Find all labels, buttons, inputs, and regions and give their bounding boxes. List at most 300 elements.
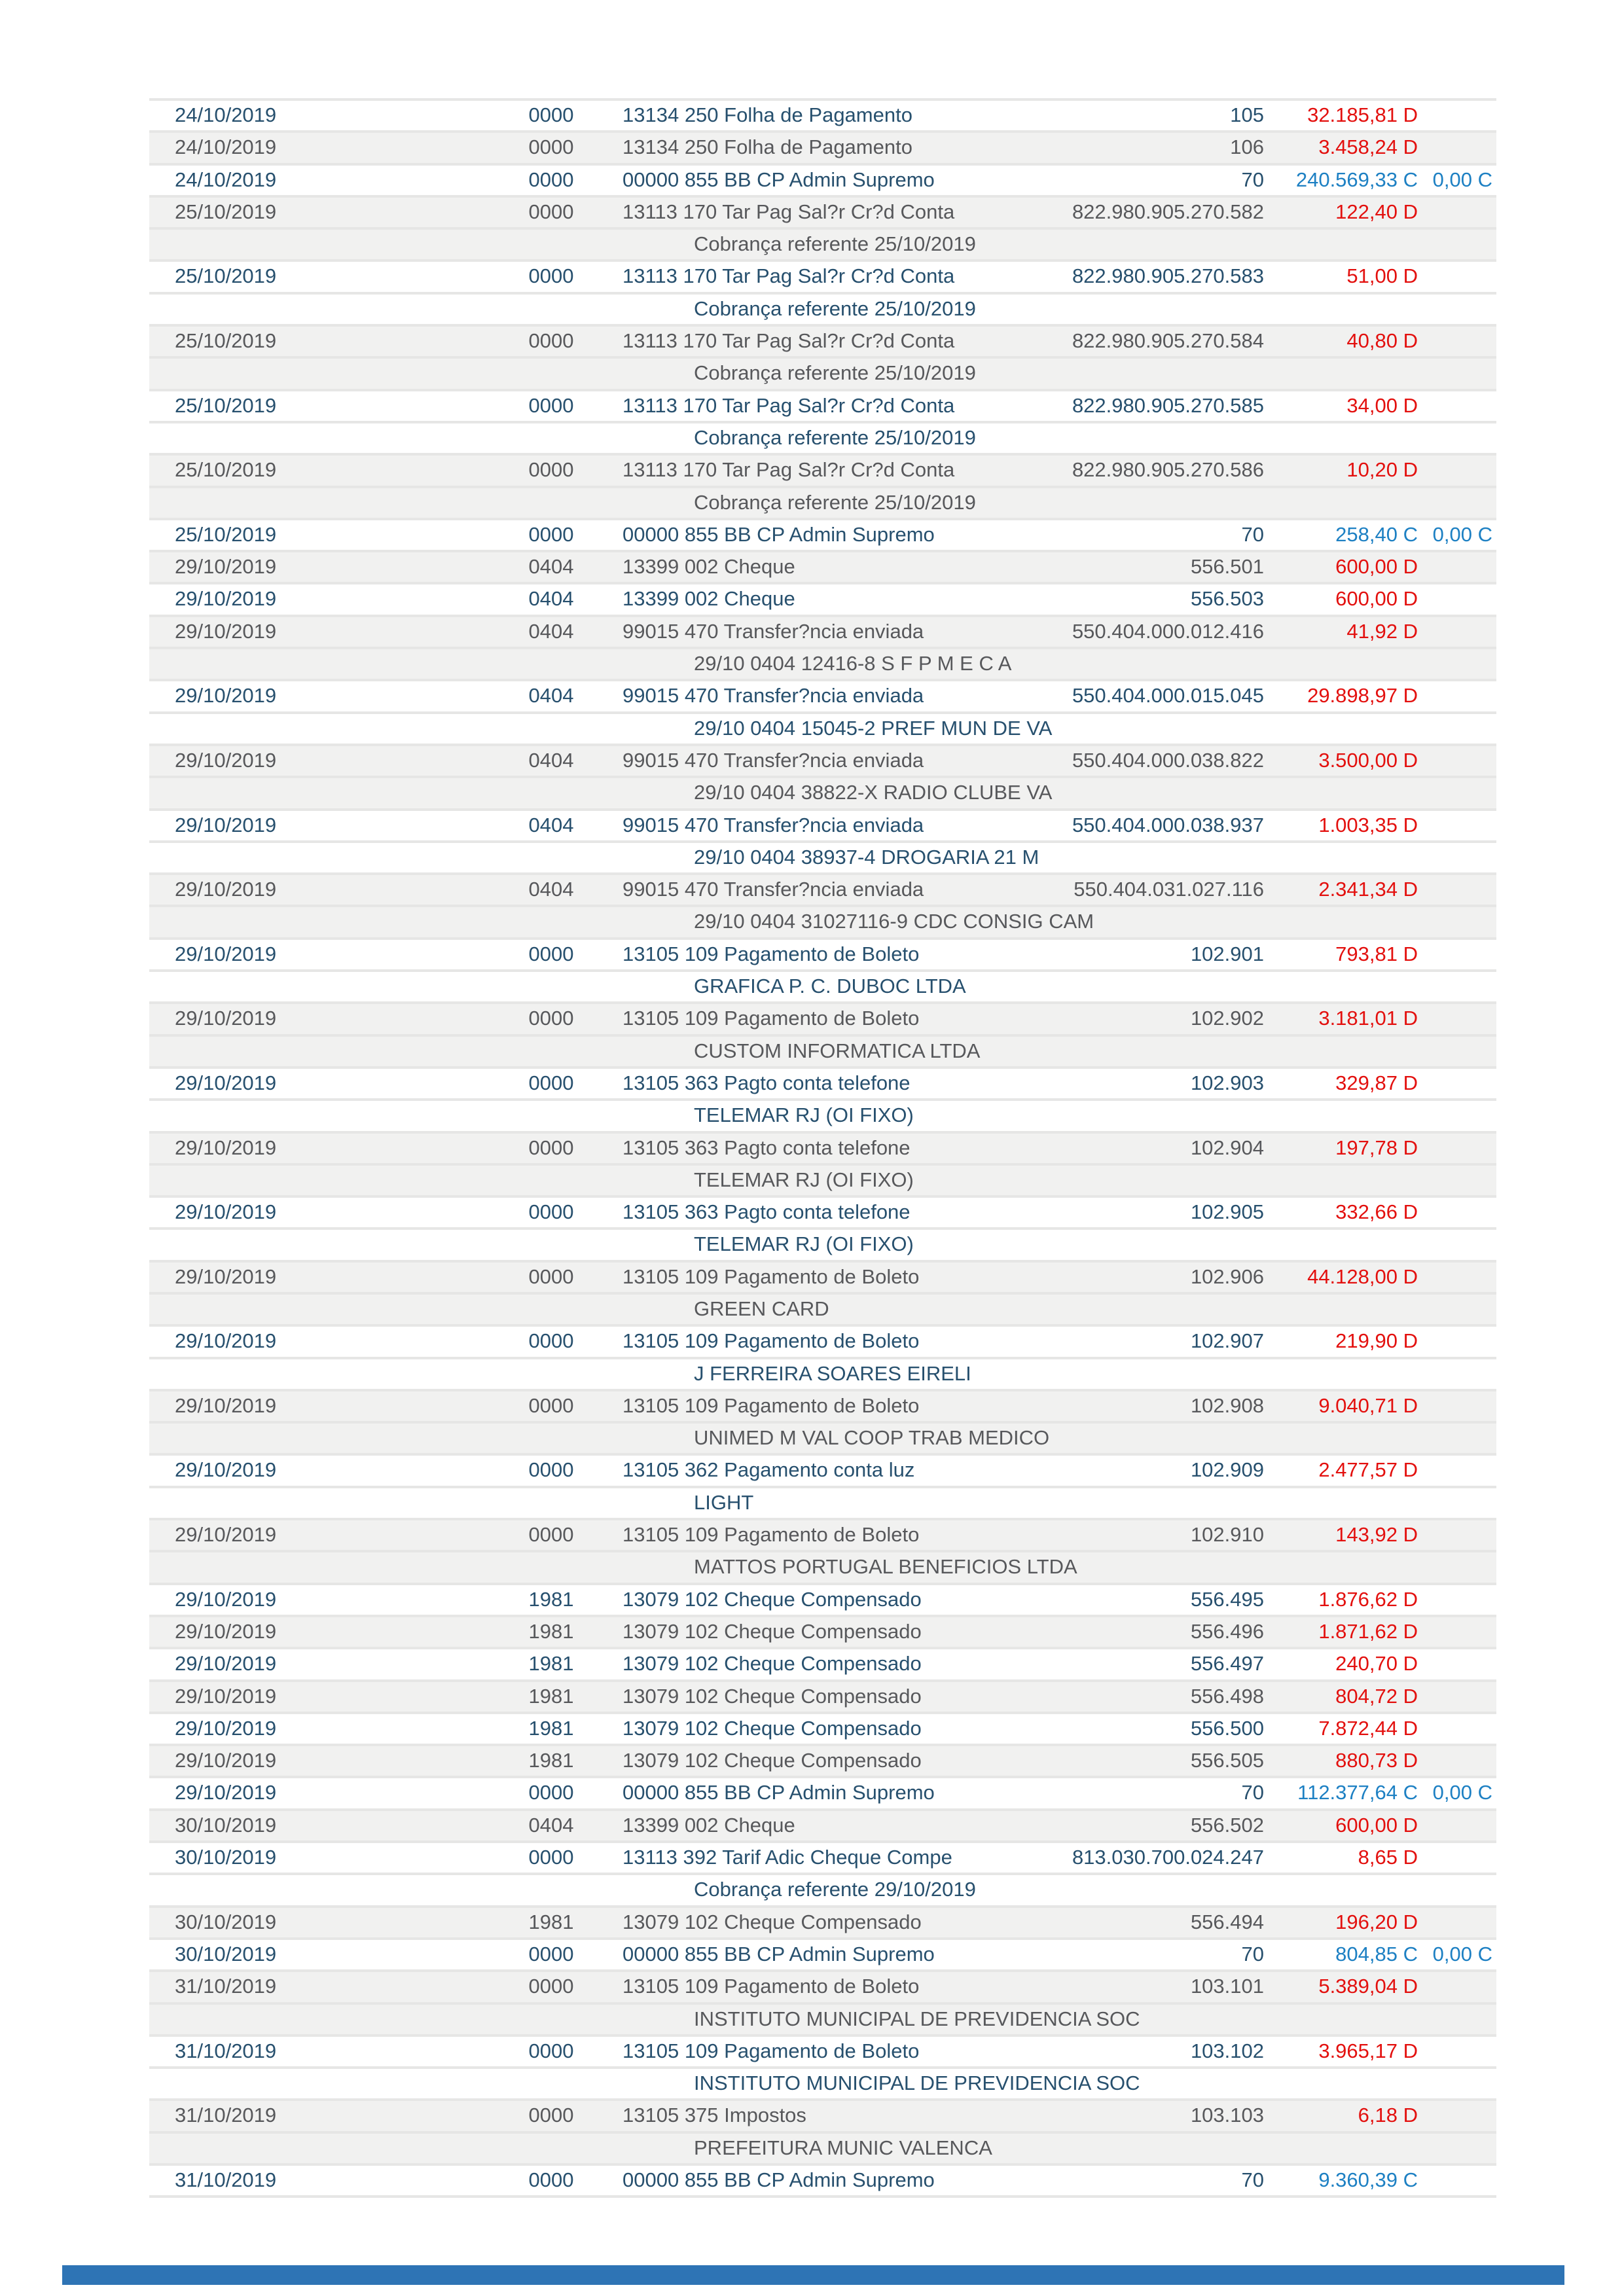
document-number-cell: 70 [1241, 1942, 1264, 1965]
agency-code-cell: 0000 [528, 2039, 574, 2062]
table-row [149, 2163, 1496, 2195]
table-row [149, 1389, 1496, 1421]
date-cell: 29/10/2019 [175, 942, 277, 965]
table-row [149, 808, 1496, 840]
document-number-cell: 106 [1230, 135, 1264, 159]
agency-code-cell: 0000 [528, 458, 574, 482]
detail-cell: 29/10 0404 38937-4 DROGARIA 21 M [694, 845, 1039, 869]
document-number-cell: 550.404.000.038.822 [1072, 748, 1264, 772]
table-row [149, 453, 1496, 485]
value-cell: 32.185,81 D [1307, 103, 1418, 126]
date-cell: 29/10/2019 [175, 1587, 277, 1611]
value-cell: 122,40 D [1335, 200, 1418, 223]
continuation-row [149, 2131, 1496, 2163]
document-number-cell: 102.909 [1190, 1458, 1264, 1482]
table-row [149, 1066, 1496, 1098]
continuation-row [149, 840, 1496, 872]
description-cell: 13105 109 Pagamento de Boleto [623, 1523, 920, 1547]
agency-code-cell: 0404 [528, 1813, 574, 1837]
table-row [149, 1744, 1496, 1776]
description-cell: 00000 855 BB CP Admin Supremo [623, 522, 935, 546]
detail-cell: Cobrança referente 25/10/2019 [694, 296, 976, 320]
agency-code-cell: 0000 [528, 2168, 574, 2191]
table-row [149, 2098, 1496, 2130]
value-cell: 41,92 D [1346, 619, 1418, 643]
agency-code-cell: 0000 [528, 1975, 574, 1998]
continuation-row [149, 969, 1496, 1001]
date-cell: 29/10/2019 [175, 1781, 277, 1804]
table-row [149, 679, 1496, 711]
continuation-row [149, 486, 1496, 518]
agency-code-cell: 0000 [528, 1393, 574, 1417]
detail-cell: LIGHT [694, 1490, 754, 1514]
value-cell: 2.341,34 D [1318, 878, 1418, 901]
date-cell: 24/10/2019 [175, 135, 277, 159]
agency-code-cell: 0000 [528, 1942, 574, 1965]
description-cell: 13079 102 Cheque Compensado [623, 1652, 922, 1676]
detail-cell: 29/10 0404 31027116-9 CDC CONSIG CAM [694, 910, 1094, 933]
document-number-cell: 102.910 [1190, 1523, 1264, 1547]
table-row [149, 518, 1496, 550]
continuation-row [149, 2066, 1496, 2098]
table-row [149, 1808, 1496, 1840]
document-number-cell: 822.980.905.270.585 [1072, 393, 1264, 417]
table-row [149, 130, 1496, 162]
table-row [149, 1647, 1496, 1679]
value-cell: 240,70 D [1335, 1652, 1418, 1676]
document-number-cell: 813.030.700.024.247 [1072, 1846, 1264, 1869]
table-row [149, 872, 1496, 905]
value-cell: 804,85 C [1335, 1942, 1418, 1965]
description-cell: 00000 855 BB CP Admin Supremo [623, 1781, 935, 1804]
date-cell: 29/10/2019 [175, 1136, 277, 1159]
date-cell: 31/10/2019 [175, 2039, 277, 2062]
date-cell: 29/10/2019 [175, 1200, 277, 1224]
value-cell: 29.898,97 D [1307, 684, 1418, 708]
date-cell: 30/10/2019 [175, 1942, 277, 1965]
description-cell: 00000 855 BB CP Admin Supremo [623, 2168, 935, 2191]
description-cell: 99015 470 Transfer?ncia enviada [623, 619, 924, 643]
document-number-cell: 102.901 [1190, 942, 1264, 965]
date-cell: 29/10/2019 [175, 1652, 277, 1676]
table-row [149, 1840, 1496, 1873]
description-cell: 13105 109 Pagamento de Boleto [623, 1393, 920, 1417]
description-cell: 13105 363 Pagto conta telefone [623, 1071, 911, 1094]
date-cell: 29/10/2019 [175, 1265, 277, 1288]
agency-code-cell: 1981 [528, 1652, 574, 1676]
balance-cell: 0,00 C [1432, 522, 1492, 546]
agency-code-cell: 0000 [528, 264, 574, 288]
table-row [149, 259, 1496, 291]
document-number-cell: 103.101 [1190, 1975, 1264, 1998]
description-cell: 13105 362 Pagamento conta luz [623, 1458, 915, 1482]
table-row [149, 615, 1496, 647]
table-row [149, 1131, 1496, 1163]
description-cell: 00000 855 BB CP Admin Supremo [623, 1942, 935, 1965]
table-row [149, 163, 1496, 195]
description-cell: 13113 170 Tar Pag Sal?r Cr?d Conta [623, 458, 955, 482]
detail-cell: TELEMAR RJ (OI FIXO) [694, 1168, 914, 1191]
description-cell: 13105 109 Pagamento de Boleto [623, 1265, 920, 1288]
date-cell: 24/10/2019 [175, 168, 277, 191]
agency-code-cell: 0404 [528, 684, 574, 708]
date-cell: 29/10/2019 [175, 1749, 277, 1772]
agency-code-cell: 0404 [528, 555, 574, 579]
value-cell: 112.377,64 C [1297, 1781, 1418, 1804]
continuation-row [149, 1550, 1496, 1582]
detail-cell: GREEN CARD [694, 1297, 829, 1320]
detail-cell: INSTITUTO MUNICIPAL DE PREVIDENCIA SOC [694, 2007, 1140, 2030]
value-cell: 9.360,39 C [1318, 2168, 1418, 2191]
balance-cell: 0,00 C [1432, 1781, 1492, 1804]
document-number-cell: 550.404.000.012.416 [1072, 619, 1264, 643]
value-cell: 804,72 D [1335, 1684, 1418, 1708]
value-cell: 3.965,17 D [1318, 2039, 1418, 2062]
continuation-row [149, 2002, 1496, 2034]
description-cell: 13113 392 Tarif Adic Cheque Compe [623, 1846, 952, 1869]
document-number-cell: 550.404.000.015.045 [1072, 684, 1264, 708]
date-cell: 25/10/2019 [175, 329, 277, 353]
agency-code-cell: 0404 [528, 619, 574, 643]
table-row [149, 1615, 1496, 1647]
agency-code-cell: 0404 [528, 878, 574, 901]
detail-cell: MATTOS PORTUGAL BENEFICIOS LTDA [694, 1555, 1077, 1579]
table-row [149, 550, 1496, 582]
date-cell: 29/10/2019 [175, 878, 277, 901]
detail-cell: 29/10 0404 38822-X RADIO CLUBE VA [694, 781, 1053, 804]
continuation-row [149, 1034, 1496, 1066]
value-cell: 5.389,04 D [1318, 1975, 1418, 1998]
description-cell: 13079 102 Cheque Compensado [623, 1619, 922, 1643]
date-cell: 31/10/2019 [175, 2168, 277, 2191]
document-number-cell: 822.980.905.270.582 [1072, 200, 1264, 223]
date-cell: 30/10/2019 [175, 1813, 277, 1837]
continuation-row [149, 421, 1496, 453]
balance-cell: 0,00 C [1432, 168, 1492, 191]
description-cell: 13113 170 Tar Pag Sal?r Cr?d Conta [623, 329, 955, 353]
document-number-cell: 70 [1241, 522, 1264, 546]
table-row [149, 1905, 1496, 1937]
value-cell: 3.181,01 D [1318, 1007, 1418, 1030]
date-cell: 29/10/2019 [175, 1393, 277, 1417]
description-cell: 99015 470 Transfer?ncia enviada [623, 748, 924, 772]
value-cell: 9.040,71 D [1318, 1393, 1418, 1417]
value-cell: 880,73 D [1335, 1749, 1418, 1772]
document-number-cell: 70 [1241, 2168, 1264, 2191]
document-number-cell: 556.497 [1190, 1652, 1264, 1676]
description-cell: 99015 470 Transfer?ncia enviada [623, 878, 924, 901]
continuation-row [149, 1292, 1496, 1324]
date-cell: 29/10/2019 [175, 1458, 277, 1482]
agency-code-cell: 0000 [528, 1846, 574, 1869]
agency-code-cell: 0000 [528, 2104, 574, 2127]
detail-cell: 29/10 0404 12416-8 S F P M E C A [694, 652, 1012, 675]
description-cell: 13105 375 Impostos [623, 2104, 806, 2127]
table-row [149, 1679, 1496, 1712]
detail-cell: Cobrança referente 25/10/2019 [694, 425, 976, 449]
description-cell: 13079 102 Cheque Compensado [623, 1684, 922, 1708]
agency-code-cell: 0404 [528, 748, 574, 772]
agency-code-cell: 0000 [528, 522, 574, 546]
document-number-cell: 556.500 [1190, 1716, 1264, 1740]
description-cell: 13105 109 Pagamento de Boleto [623, 1007, 920, 1030]
detail-cell: TELEMAR RJ (OI FIXO) [694, 1103, 914, 1127]
agency-code-cell: 0404 [528, 587, 574, 611]
agency-code-cell: 0000 [528, 200, 574, 223]
value-cell: 40,80 D [1346, 329, 1418, 353]
value-cell: 1.003,35 D [1318, 813, 1418, 836]
agency-code-cell: 1981 [528, 1619, 574, 1643]
agency-code-cell: 0000 [528, 1265, 574, 1288]
continuation-row [149, 905, 1496, 937]
value-cell: 8,65 D [1358, 1846, 1418, 1869]
document-number-cell: 103.102 [1190, 2039, 1264, 2062]
document-number-cell: 102.906 [1190, 1265, 1264, 1288]
continuation-row [149, 1098, 1496, 1130]
table-row [149, 389, 1496, 421]
document-number-cell: 102.903 [1190, 1071, 1264, 1094]
continuation-row [149, 1227, 1496, 1259]
agency-code-cell: 0000 [528, 103, 574, 126]
table-row [149, 1712, 1496, 1744]
table-row [149, 1583, 1496, 1615]
value-cell: 329,87 D [1335, 1071, 1418, 1094]
description-cell: 99015 470 Transfer?ncia enviada [623, 813, 924, 836]
document-number-cell: 556.503 [1190, 587, 1264, 611]
date-cell: 25/10/2019 [175, 458, 277, 482]
description-cell: 13134 250 Folha de Pagamento [623, 135, 912, 159]
description-cell: 13079 102 Cheque Compensado [623, 1716, 922, 1740]
document-number-cell: 556.501 [1190, 555, 1264, 579]
agency-code-cell: 0000 [528, 135, 574, 159]
date-cell: 29/10/2019 [175, 619, 277, 643]
description-cell: 13113 170 Tar Pag Sal?r Cr?d Conta [623, 200, 955, 223]
document-number-cell: 822.980.905.270.586 [1072, 458, 1264, 482]
agency-code-cell: 0000 [528, 1781, 574, 1804]
date-cell: 29/10/2019 [175, 813, 277, 836]
agency-code-cell: 0000 [528, 1523, 574, 1547]
agency-code-cell: 1981 [528, 1749, 574, 1772]
footer-bar [62, 2265, 1564, 2285]
description-cell: 13399 002 Cheque [623, 587, 795, 611]
document-number-cell: 70 [1241, 1781, 1264, 1804]
value-cell: 196,20 D [1335, 1910, 1418, 1933]
agency-code-cell: 0000 [528, 1136, 574, 1159]
agency-code-cell: 1981 [528, 1910, 574, 1933]
table-row [149, 324, 1496, 356]
value-cell: 332,66 D [1335, 1200, 1418, 1224]
document-number-cell: 556.498 [1190, 1684, 1264, 1708]
document-number-cell: 70 [1241, 168, 1264, 191]
value-cell: 240.569,33 C [1295, 168, 1418, 191]
description-cell: 13113 170 Tar Pag Sal?r Cr?d Conta [623, 393, 955, 417]
description-cell: 13105 109 Pagamento de Boleto [623, 942, 920, 965]
detail-cell: Cobrança referente 25/10/2019 [694, 361, 976, 385]
balance-cell: 0,00 C [1432, 1942, 1492, 1965]
date-cell: 29/10/2019 [175, 1684, 277, 1708]
document-number-cell: 103.103 [1190, 2104, 1264, 2127]
table-row [149, 98, 1496, 130]
detail-cell: PREFEITURA MUNIC VALENCA [694, 2136, 992, 2159]
continuation-row [149, 1163, 1496, 1195]
document-number-cell: 550.404.000.038.937 [1072, 813, 1264, 836]
agency-code-cell: 0000 [528, 1458, 574, 1482]
table-row [149, 1324, 1496, 1356]
date-cell: 29/10/2019 [175, 1619, 277, 1643]
agency-code-cell: 0000 [528, 329, 574, 353]
value-cell: 219,90 D [1335, 1329, 1418, 1353]
value-cell: 600,00 D [1335, 587, 1418, 611]
date-cell: 29/10/2019 [175, 684, 277, 708]
date-cell: 30/10/2019 [175, 1846, 277, 1869]
table-row [149, 1453, 1496, 1485]
agency-code-cell: 0000 [528, 942, 574, 965]
date-cell: 31/10/2019 [175, 1975, 277, 1998]
date-cell: 25/10/2019 [175, 522, 277, 546]
table-row [149, 1195, 1496, 1227]
value-cell: 600,00 D [1335, 555, 1418, 579]
agency-code-cell: 0000 [528, 1200, 574, 1224]
date-cell: 29/10/2019 [175, 555, 277, 579]
table-row [149, 1969, 1496, 2001]
description-cell: 13079 102 Cheque Compensado [623, 1749, 922, 1772]
value-cell: 143,92 D [1335, 1523, 1418, 1547]
document-number-cell: 102.904 [1190, 1136, 1264, 1159]
agency-code-cell: 0000 [528, 1071, 574, 1094]
description-cell: 13105 109 Pagamento de Boleto [623, 1329, 920, 1353]
date-cell: 29/10/2019 [175, 1071, 277, 1094]
description-cell: 13399 002 Cheque [623, 555, 795, 579]
continuation-row [149, 1486, 1496, 1518]
description-cell: 13079 102 Cheque Compensado [623, 1587, 922, 1611]
date-cell: 31/10/2019 [175, 2104, 277, 2127]
continuation-row [149, 356, 1496, 388]
value-cell: 1.876,62 D [1318, 1587, 1418, 1611]
table-row [149, 937, 1496, 969]
document-number-cell: 556.495 [1190, 1587, 1264, 1611]
table-row [149, 1001, 1496, 1033]
date-cell: 25/10/2019 [175, 200, 277, 223]
table-row [149, 1260, 1496, 1292]
detail-cell: 29/10 0404 15045-2 PREF MUN DE VA [694, 716, 1053, 740]
description-cell: 13399 002 Cheque [623, 1813, 795, 1837]
document-number-cell: 822.980.905.270.584 [1072, 329, 1264, 353]
detail-cell: Cobrança referente 25/10/2019 [694, 232, 976, 256]
document-number-cell: 102.905 [1190, 1200, 1264, 1224]
continuation-row [149, 1873, 1496, 1905]
document-number-cell: 822.980.905.270.583 [1072, 264, 1264, 288]
agency-code-cell: 0000 [528, 1007, 574, 1030]
agency-code-cell: 0000 [528, 393, 574, 417]
table-row [149, 582, 1496, 614]
detail-cell: GRAFICA P. C. DUBOC LTDA [694, 975, 966, 998]
value-cell: 600,00 D [1335, 1813, 1418, 1837]
table-row [149, 1776, 1496, 1808]
value-cell: 1.871,62 D [1318, 1619, 1418, 1643]
date-cell: 29/10/2019 [175, 1007, 277, 1030]
value-cell: 44.128,00 D [1307, 1265, 1418, 1288]
value-cell: 258,40 C [1335, 522, 1418, 546]
table-row [149, 744, 1496, 776]
description-cell: 13105 109 Pagamento de Boleto [623, 1975, 920, 1998]
detail-cell: Cobrança referente 29/10/2019 [694, 1878, 976, 1901]
continuation-row [149, 647, 1496, 679]
agency-code-cell: 1981 [528, 1587, 574, 1611]
description-cell: 13105 363 Pagto conta telefone [623, 1200, 911, 1224]
table-row [149, 2034, 1496, 2066]
agency-code-cell: 1981 [528, 1684, 574, 1708]
description-cell: 13105 363 Pagto conta telefone [623, 1136, 911, 1159]
agency-code-cell: 0000 [528, 1329, 574, 1353]
description-cell: 13079 102 Cheque Compensado [623, 1910, 922, 1933]
agency-code-cell: 1981 [528, 1716, 574, 1740]
continuation-row [149, 292, 1496, 324]
detail-cell: Cobrança referente 25/10/2019 [694, 490, 976, 514]
document-number-cell: 105 [1230, 103, 1264, 126]
value-cell: 6,18 D [1358, 2104, 1418, 2127]
document-number-cell: 556.496 [1190, 1619, 1264, 1643]
date-cell: 29/10/2019 [175, 587, 277, 611]
table-row [149, 195, 1496, 227]
date-cell: 24/10/2019 [175, 103, 277, 126]
document-number-cell: 550.404.031.027.116 [1074, 878, 1264, 901]
value-cell: 793,81 D [1335, 942, 1418, 965]
date-cell: 29/10/2019 [175, 748, 277, 772]
description-cell: 13105 109 Pagamento de Boleto [623, 2039, 920, 2062]
table-row [149, 1937, 1496, 1969]
continuation-row [149, 227, 1496, 259]
detail-cell: CUSTOM INFORMATICA LTDA [694, 1039, 981, 1062]
date-cell: 30/10/2019 [175, 1910, 277, 1933]
table-row [149, 1518, 1496, 1550]
detail-cell: J FERREIRA SOARES EIRELI [694, 1361, 971, 1385]
date-cell: 25/10/2019 [175, 393, 277, 417]
date-cell: 29/10/2019 [175, 1523, 277, 1547]
date-cell: 25/10/2019 [175, 264, 277, 288]
value-cell: 51,00 D [1346, 264, 1418, 288]
continuation-row [149, 1421, 1496, 1453]
document-number-cell: 102.902 [1190, 1007, 1264, 1030]
continuation-row [149, 1357, 1496, 1389]
continuation-row [149, 776, 1496, 808]
value-cell: 34,00 D [1346, 393, 1418, 417]
agency-code-cell: 0000 [528, 168, 574, 191]
detail-cell: TELEMAR RJ (OI FIXO) [694, 1232, 914, 1256]
detail-cell: INSTITUTO MUNICIPAL DE PREVIDENCIA SOC [694, 2072, 1140, 2095]
value-cell: 3.500,00 D [1318, 748, 1418, 772]
bank-statement-table [149, 98, 1496, 2198]
document-number-cell: 102.908 [1190, 1393, 1264, 1417]
description-cell: 00000 855 BB CP Admin Supremo [623, 168, 935, 191]
document-number-cell: 556.502 [1190, 1813, 1264, 1837]
value-cell: 197,78 D [1335, 1136, 1418, 1159]
value-cell: 2.477,57 D [1318, 1458, 1418, 1482]
description-cell: 99015 470 Transfer?ncia enviada [623, 684, 924, 708]
document-number-cell: 102.907 [1190, 1329, 1264, 1353]
value-cell: 7.872,44 D [1318, 1716, 1418, 1740]
date-cell: 29/10/2019 [175, 1329, 277, 1353]
agency-code-cell: 0404 [528, 813, 574, 836]
value-cell: 3.458,24 D [1318, 135, 1418, 159]
description-cell: 13113 170 Tar Pag Sal?r Cr?d Conta [623, 264, 955, 288]
value-cell: 10,20 D [1346, 458, 1418, 482]
document-number-cell: 556.505 [1190, 1749, 1264, 1772]
description-cell: 13134 250 Folha de Pagamento [623, 103, 912, 126]
date-cell: 29/10/2019 [175, 1716, 277, 1740]
document-number-cell: 556.494 [1190, 1910, 1264, 1933]
continuation-row [149, 711, 1496, 744]
detail-cell: UNIMED M VAL COOP TRAB MEDICO [694, 1426, 1050, 1450]
